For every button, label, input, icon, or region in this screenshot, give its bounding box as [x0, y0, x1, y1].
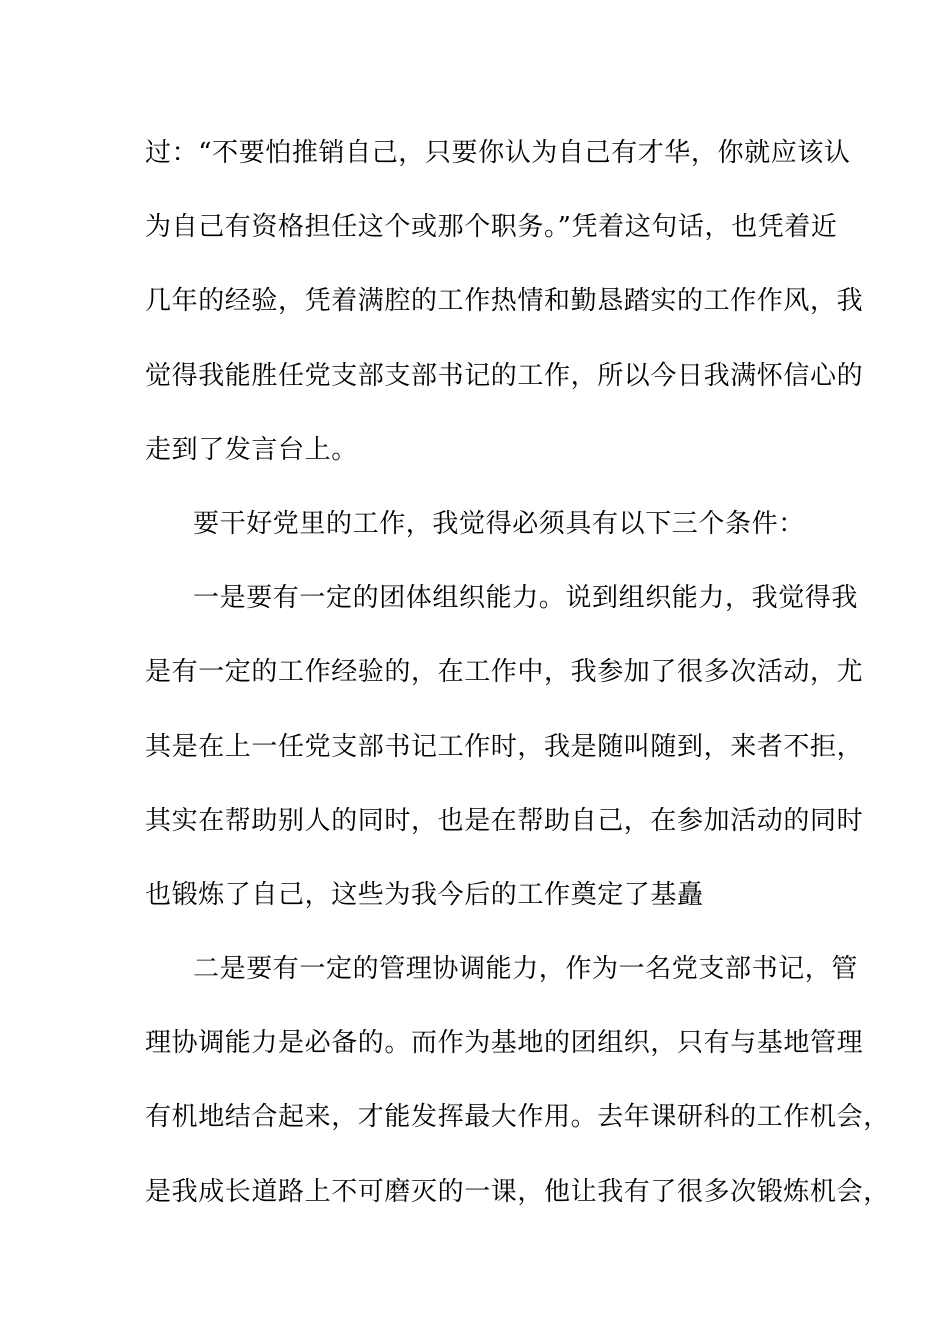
text-line: 其实在帮助别人的同时，也是在帮助自己，在参加活动的同时 — [145, 805, 864, 836]
paragraph-start-line: 一是要有一定的团体组织能力。说到组织能力，我觉得我 — [193, 583, 859, 614]
text-line: 其是在上一任党支部书记工作时，我是随叫随到，来者不拒， — [145, 731, 864, 762]
text-line: 过：“不要怕推销自己，只要你认为自己有才华，你就应该认 — [145, 138, 851, 168]
text-line: 也锻炼了自己，这些为我今后的工作奠定了基矗 — [145, 879, 704, 910]
text-line: 走到了发言台上。 — [145, 434, 358, 465]
text-line: 几年的经验，凭着满腔的工作热情和勤恳踏实的工作作风，我 — [145, 286, 864, 317]
text-line: 理协调能力是必备的。而作为基地的团组织，只有与基地管理 — [145, 1028, 864, 1059]
text-line: 是有一定的工作经验的，在工作中，我参加了很多次活动，尤 — [145, 657, 864, 688]
text-line: 是我成长道路上不可磨灭的一课，他让我有了很多次锻炼机会， — [145, 1176, 890, 1207]
paragraph-start-line: 要干好党里的工作，我觉得必须具有以下三个条件： — [193, 508, 805, 539]
body-text — [145, 128, 890, 1241]
text-line: 觉得我能胜任党支部支部书记的工作，所以今日我满怀信心的 — [145, 360, 864, 391]
text-line: 有机地结合起来，才能发挥最大作用。去年课研科的工作机会， — [145, 1102, 890, 1133]
paragraph-start-line: 二是要有一定的管理协调能力，作为一名党支部书记，管 — [193, 954, 859, 985]
text-line: 为自己有资格担任这个或那个职务。”凭着这句话，也凭着近 — [145, 212, 838, 243]
